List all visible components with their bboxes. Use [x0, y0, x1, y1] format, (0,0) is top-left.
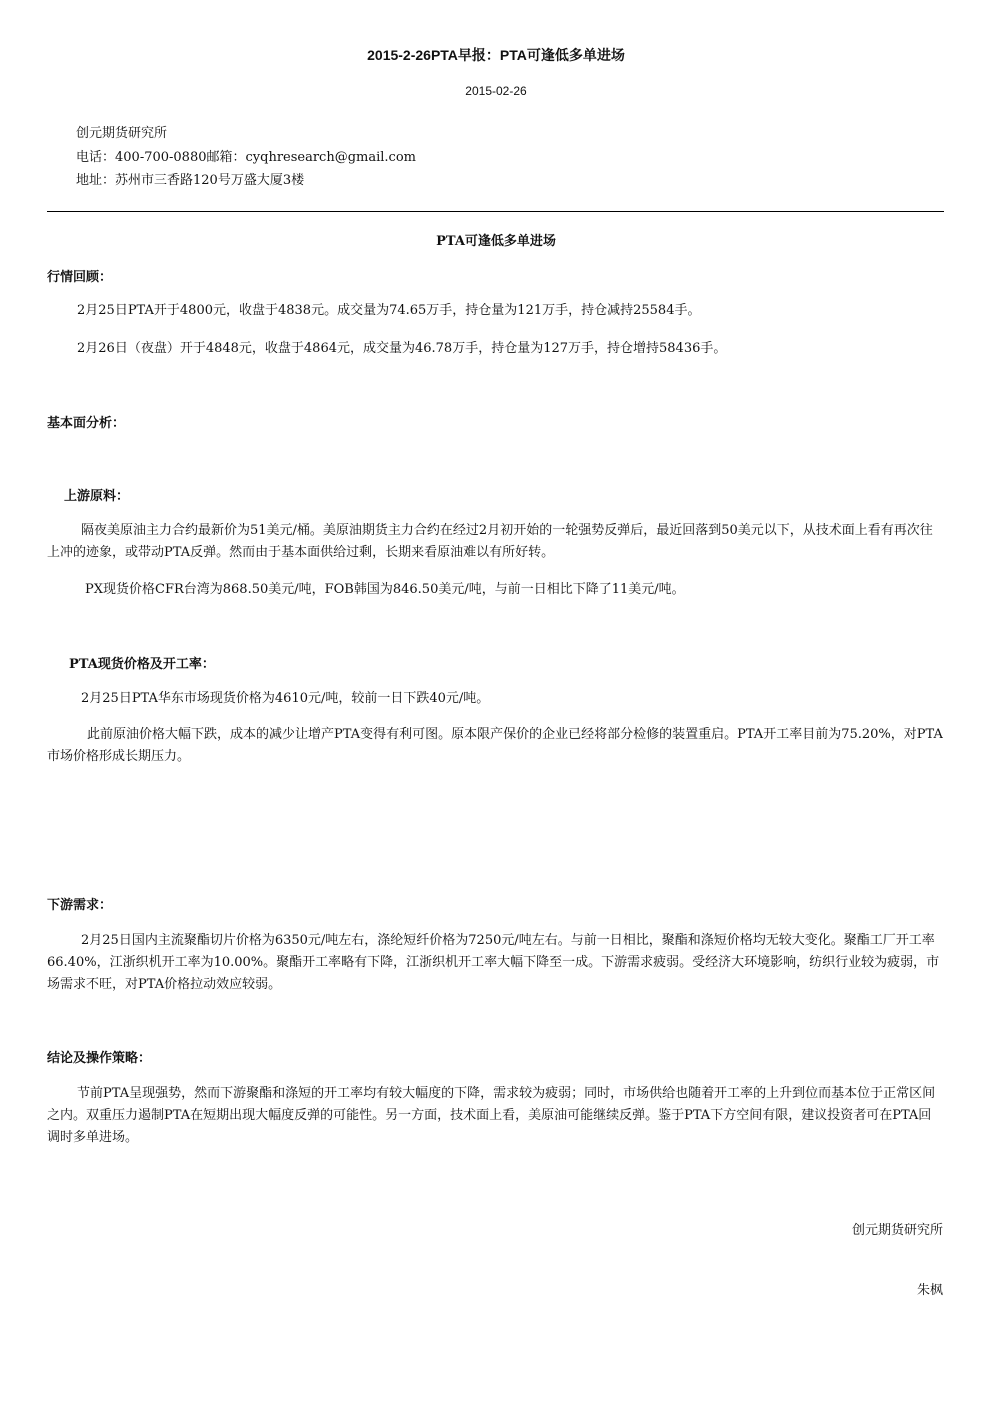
- footer-author: 朱枫: [916, 1283, 943, 1298]
- header-divider: [47, 211, 944, 212]
- org-contact: 电话：400-700-0880邮箱：cyqhresearch@gmail.com: [76, 150, 416, 165]
- spot-heading: PTA现货价格及开工率：: [69, 657, 215, 672]
- report-date: 2015-02-26: [465, 84, 527, 98]
- conclusion-heading: 结论及操作策略：: [47, 1051, 152, 1066]
- fundamentals-heading: 基本面分析：: [47, 416, 126, 431]
- downstream-heading: 下游需求：: [47, 898, 113, 913]
- report-title: 2015-2-26PTA早报：PTA可逢低多单进场: [367, 47, 625, 63]
- market-review-paragraph-1: 2月25日PTA开于4800元，收盘于4838元。成交量为74.65万手，持仓量为121万手，持仓减持25584手。: [77, 303, 701, 318]
- spot-paragraph-1: 2月25日PTA华东市场现货价格为4610元/吨，较前一日下跌40元/吨。: [81, 691, 490, 706]
- conclusion-paragraph-1: 节前PTA呈现强势，然而下游聚酯和涤短的开工率均有较大幅度的下降，需求较为疲弱；同时，市场供给也随着开工率的上升到位而基本位于正常区间之内。双重压力遏制PTA在短期出现大幅度反弹的可能性。另一方面，技术面上看，美原油可能继续反弹。鉴于PTA下方空间有限，建议投资者可在PTA回调时多单进场。: [47, 1086, 936, 1145]
- upstream-heading: 上游原料：: [64, 489, 130, 504]
- downstream-paragraph-1: 2月25日国内主流聚酯切片价格为6350元/吨左右，涤纶短纤价格为7250元/吨左右。与前一日相比，聚酯和涤短价格均无较大变化。聚酯工厂开工率66.40%，江浙织机开工率为10.00%。聚酯开工率略有下降，江浙织机开工率大幅下降至一成。下游需求疲弱。受经济大环境影响，纺织行业较为疲弱，市场需求不旺，对PTA价格拉动效应较弱。: [47, 933, 940, 992]
- article-subtitle: PTA可逢低多单进场: [436, 234, 556, 249]
- market-review-heading: 行情回顾：: [47, 270, 113, 285]
- spot-paragraph-2: 此前原油价格大幅下跌，成本的减少让增产PTA变得有利可图。原本限产保价的企业已经将部分检修的装置重启。PTA开工率目前为75.20%，对PTA市场价格形成长期压力。: [47, 727, 943, 764]
- upstream-paragraph-1: 隔夜美原油主力合约最新价为51美元/桶。美原油期货主力合约在经过2月初开始的一轮强势反弹后，最近回落到50美元以下，从技术面上看有再次往上冲的迹象，或带动PTA反弹。然而由于基本面供给过剩，长期来看原油难以有所好转。: [47, 523, 933, 560]
- market-review-paragraph-2: 2月26日（夜盘）开于4848元，收盘于4864元，成交量为46.78万手，持仓量为127万手，持仓增持58436手。: [77, 341, 727, 356]
- upstream-paragraph-2: PX现货价格CFR台湾为868.50美元/吨，FOB韩国为846.50美元/吨，与前一日相比下降了11美元/吨。: [85, 582, 685, 597]
- org-address: 地址：苏州市三香路120号万盛大厦3楼: [76, 173, 305, 188]
- org-name: 创元期货研究所: [76, 126, 168, 141]
- footer-org: 创元期货研究所: [851, 1223, 943, 1238]
